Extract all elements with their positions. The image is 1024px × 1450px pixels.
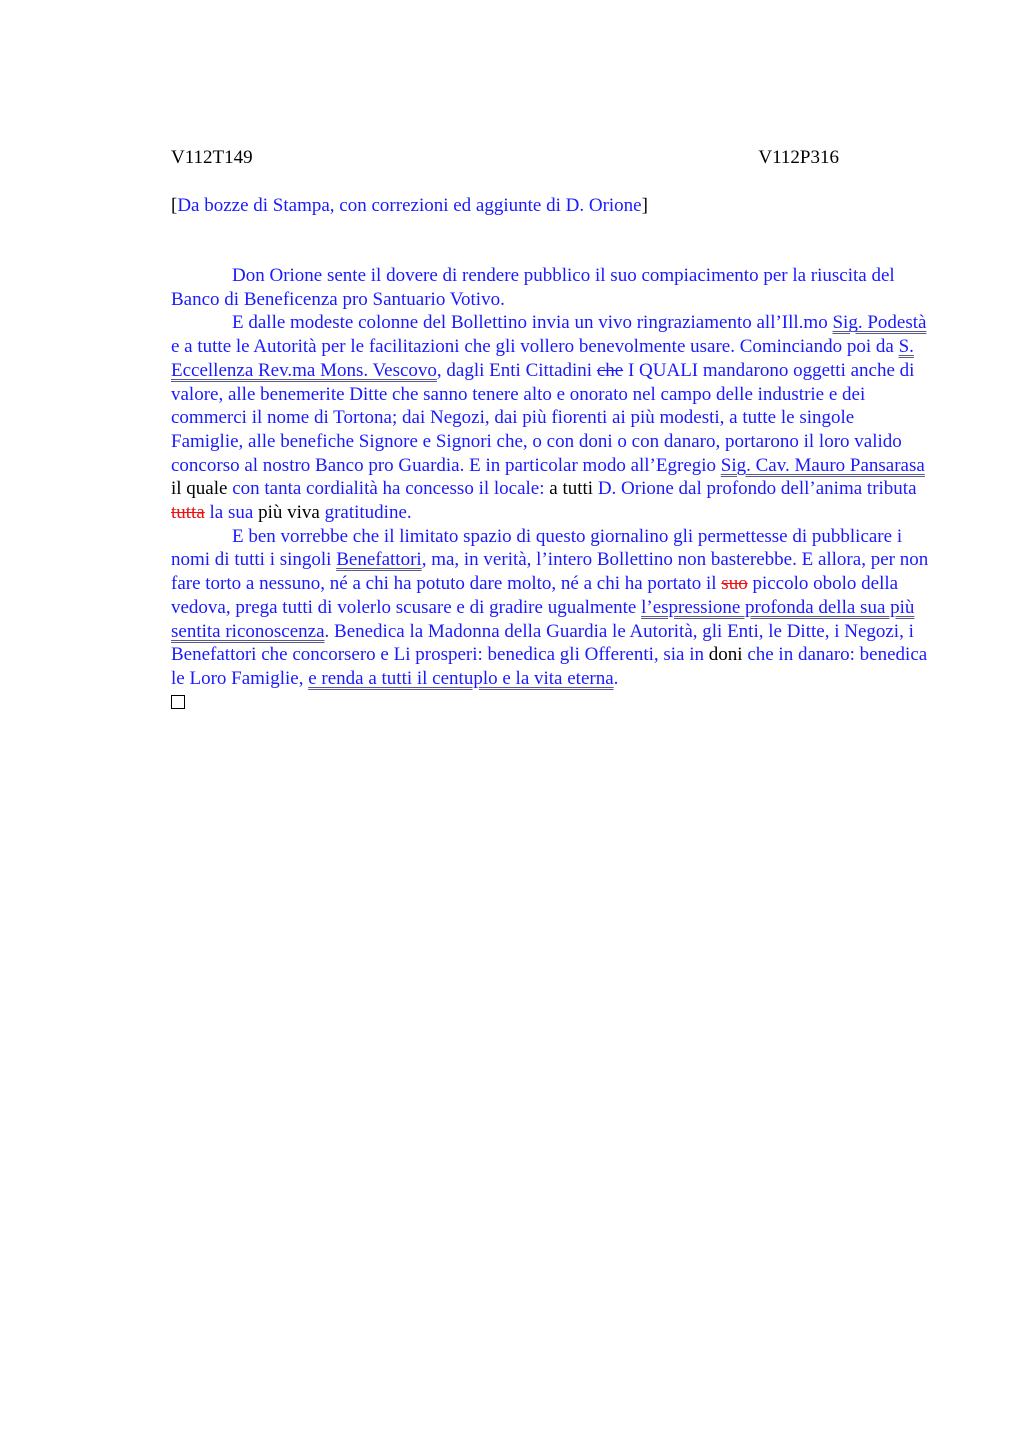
underlined-centuplo: e renda a tutti il centuplo e la vita eterna [308, 667, 614, 689]
paragraph-2-text: I QUALI mandarono oggetti anche di valore, alle benemerite Ditte che sanno tenere alto e onorato nel campo delle industrie e dei commerci il nome di Tortona; dai Negozi, dai più fiorenti ai più modesti, a tutte le singole Famiglie, alle benefiche Signore e Signori che, o con doni o con danaro, portarono il loro valido concorso al nostro Banco pro Guardia. E in particolar modo all’Egregio [171, 359, 915, 476]
paragraph-3-text: che in danaro: benedica le Loro Famiglie, [171, 644, 928, 689]
paragraph-2-text: la sua [204, 502, 259, 524]
paragraph-2-text: D. Orione dal profondo dell’anima tributa [593, 478, 917, 500]
paragraph-3-text: piccolo obolo della vedova, prega tutti di volerlo scusare e di gradire ugualmente [171, 573, 899, 618]
original-text-doni: doni [708, 644, 743, 666]
underlined-riconoscenza: l’espressione profonda della sua più sentita riconoscenza [171, 596, 915, 642]
source-note [171, 194, 931, 218]
paragraph-2-text: E dalle modeste colonne del Bollettino invia un vivo ringraziamento all’Ill.mo [232, 312, 833, 334]
original-text-piu-viva: più viva [258, 502, 320, 524]
paragraph-1 [171, 264, 931, 311]
original-text-a-tutti: a tutti [549, 478, 594, 500]
paragraph-1-text: Don Orione sente il dovere di rendere pubblico il suo compiacimento per la riuscita del Banco di Beneficenza pro Santuario Votivo. [171, 265, 895, 310]
paragraph-3 [171, 525, 931, 691]
volume-code-right: V112P316 [758, 147, 839, 168]
document-header [171, 146, 839, 170]
document-page [171, 146, 931, 715]
paragraph-2-text: gratitudine. [319, 502, 412, 524]
source-note-text: Da bozze di Stampa, con correzioni ed aggiunte di D. Orione [177, 195, 642, 216]
paragraph-3-text: . Benedica la Madonna della Guardia le Autorità, gli Enti, le Ditte, i Negozi, i Benefattori che concorsero e Li prosperi: benedica gli Offerenti, sia in [171, 620, 914, 666]
paragraph-3-text: , ma, in verità, l’intero Bollettino non basterebbe. E allora, per non fare torto a nessuno, né a chi ha potuto dare molto, né a chi ha portato il [171, 549, 929, 595]
paragraph-3-text: . [613, 667, 619, 689]
paragraph-2-text: e a tutte le Autorità per le facilitazioni che gli vollero benevolmente usare. Cominciando poi da [171, 336, 899, 358]
underlined-vescovo: S. Eccellenza Rev.ma Mons. Vescovo [171, 336, 914, 381]
underlined-pansarasa: Sig. Cav. Mauro Pansarasa [720, 454, 925, 476]
paragraph-3-text: E ben vorrebbe che il limitato spazio di questo giornalino gli permettesse di pubblicare i nomi di tutti i singoli [171, 525, 903, 571]
deleted-word-tutta: tutta [171, 502, 205, 524]
letter-body [171, 264, 931, 715]
source-note-open-bracket: [ [171, 195, 178, 216]
original-text-il-quale: il quale [171, 478, 228, 500]
paragraph-2-text: con tanta cordialità ha concesso il locale: [227, 478, 550, 500]
deleted-word-suo: suo [721, 573, 748, 595]
source-note-close-bracket: ] [641, 195, 648, 216]
underlined-benefattori: Benefattori [336, 549, 422, 571]
paragraph-2-text: , dagli Enti Cittadini [436, 359, 597, 381]
paragraph-2 [171, 311, 931, 524]
deleted-word-che: che [596, 359, 624, 381]
underlined-podesta: Sig. Podestà [832, 312, 927, 334]
end-mark [171, 691, 931, 716]
volume-code-left: V112T149 [171, 147, 253, 168]
end-square-icon [171, 695, 185, 709]
